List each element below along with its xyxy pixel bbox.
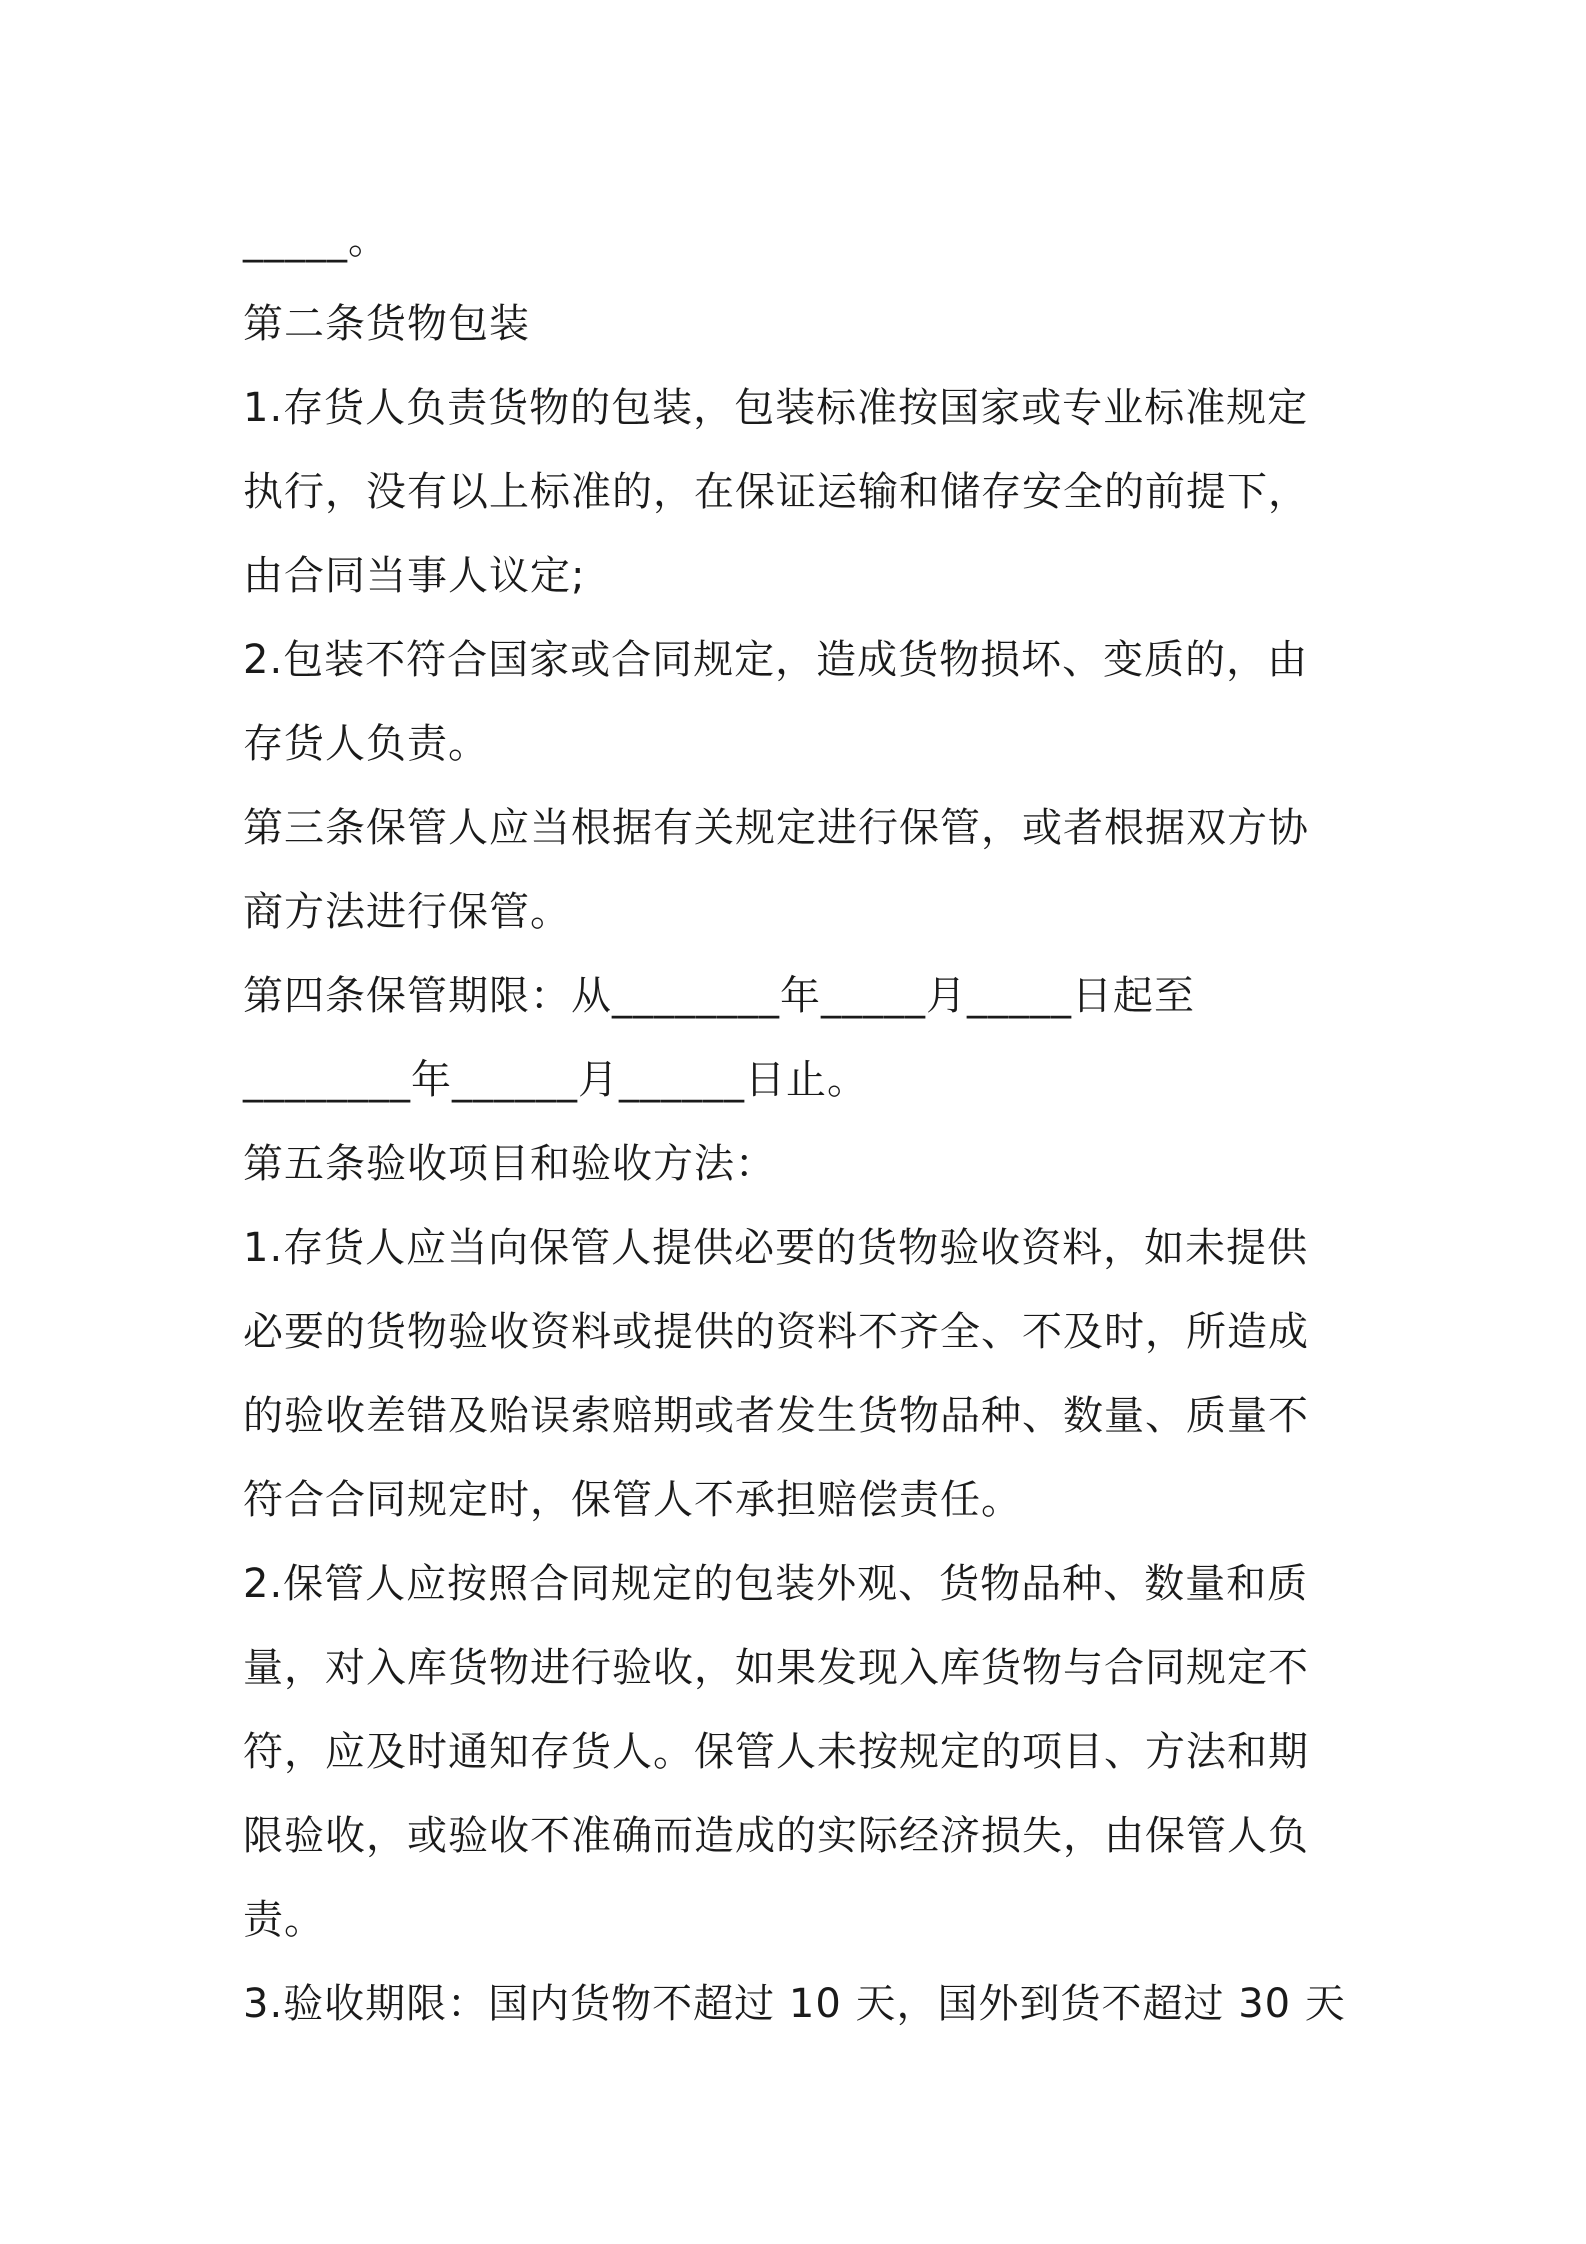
text-line: _____。	[243, 217, 389, 263]
text-line: 1.存货人负责货物的包装，包装标准按国家或专业标准规定	[243, 385, 1309, 431]
text-line: 量，对入库货物进行验收，如果发现入库货物与合同规定不	[243, 1645, 1309, 1691]
section-heading-article-2: 第二条货物包装	[243, 301, 530, 347]
section-heading-article-4: 第四条保管期限：从________年_____月_____日起至	[243, 973, 1195, 1019]
text-line: 存货人负责。	[243, 721, 489, 767]
section-heading-article-5: 第五条验收项目和验收方法：	[243, 1141, 776, 1187]
text-line: 由合同当事人议定;	[243, 553, 586, 599]
text-line: 3.验收期限：国内货物不超过 10 天，国外到货不超过 30 天	[243, 1981, 1346, 2027]
text-line: 的验收差错及贻误索赔期或者发生货物品种、数量、质量不	[243, 1393, 1309, 1439]
section-heading-article-3: 第三条保管人应当根据有关规定进行保管，或者根据双方协	[243, 805, 1309, 851]
text-line: 符合合同规定时，保管人不承担赔偿责任。	[243, 1477, 1022, 1523]
text-line: 必要的货物验收资料或提供的资料不齐全、不及时，所造成	[243, 1309, 1309, 1355]
text-line: 商方法进行保管。	[243, 889, 571, 935]
text-line: 2.保管人应按照合同规定的包装外观、货物品种、数量和质	[243, 1561, 1309, 1607]
text-line: ________年______月______日止。	[243, 1057, 868, 1103]
text-line: 1.存货人应当向保管人提供必要的货物验收资料，如未提供	[243, 1225, 1309, 1271]
text-line: 责。	[243, 1897, 325, 1943]
text-line: 限验收，或验收不准确而造成的实际经济损失，由保管人负	[243, 1813, 1309, 1859]
text-line: 符，应及时通知存货人。保管人未按规定的项目、方法和期	[243, 1729, 1309, 1775]
contract-text	[243, 198, 1358, 2046]
text-line: 执行，没有以上标准的，在保证运输和储存安全的前提下，	[243, 469, 1309, 515]
text-line: 2.包装不符合国家或合同规定，造成货物损坏、变质的，由	[243, 637, 1309, 683]
